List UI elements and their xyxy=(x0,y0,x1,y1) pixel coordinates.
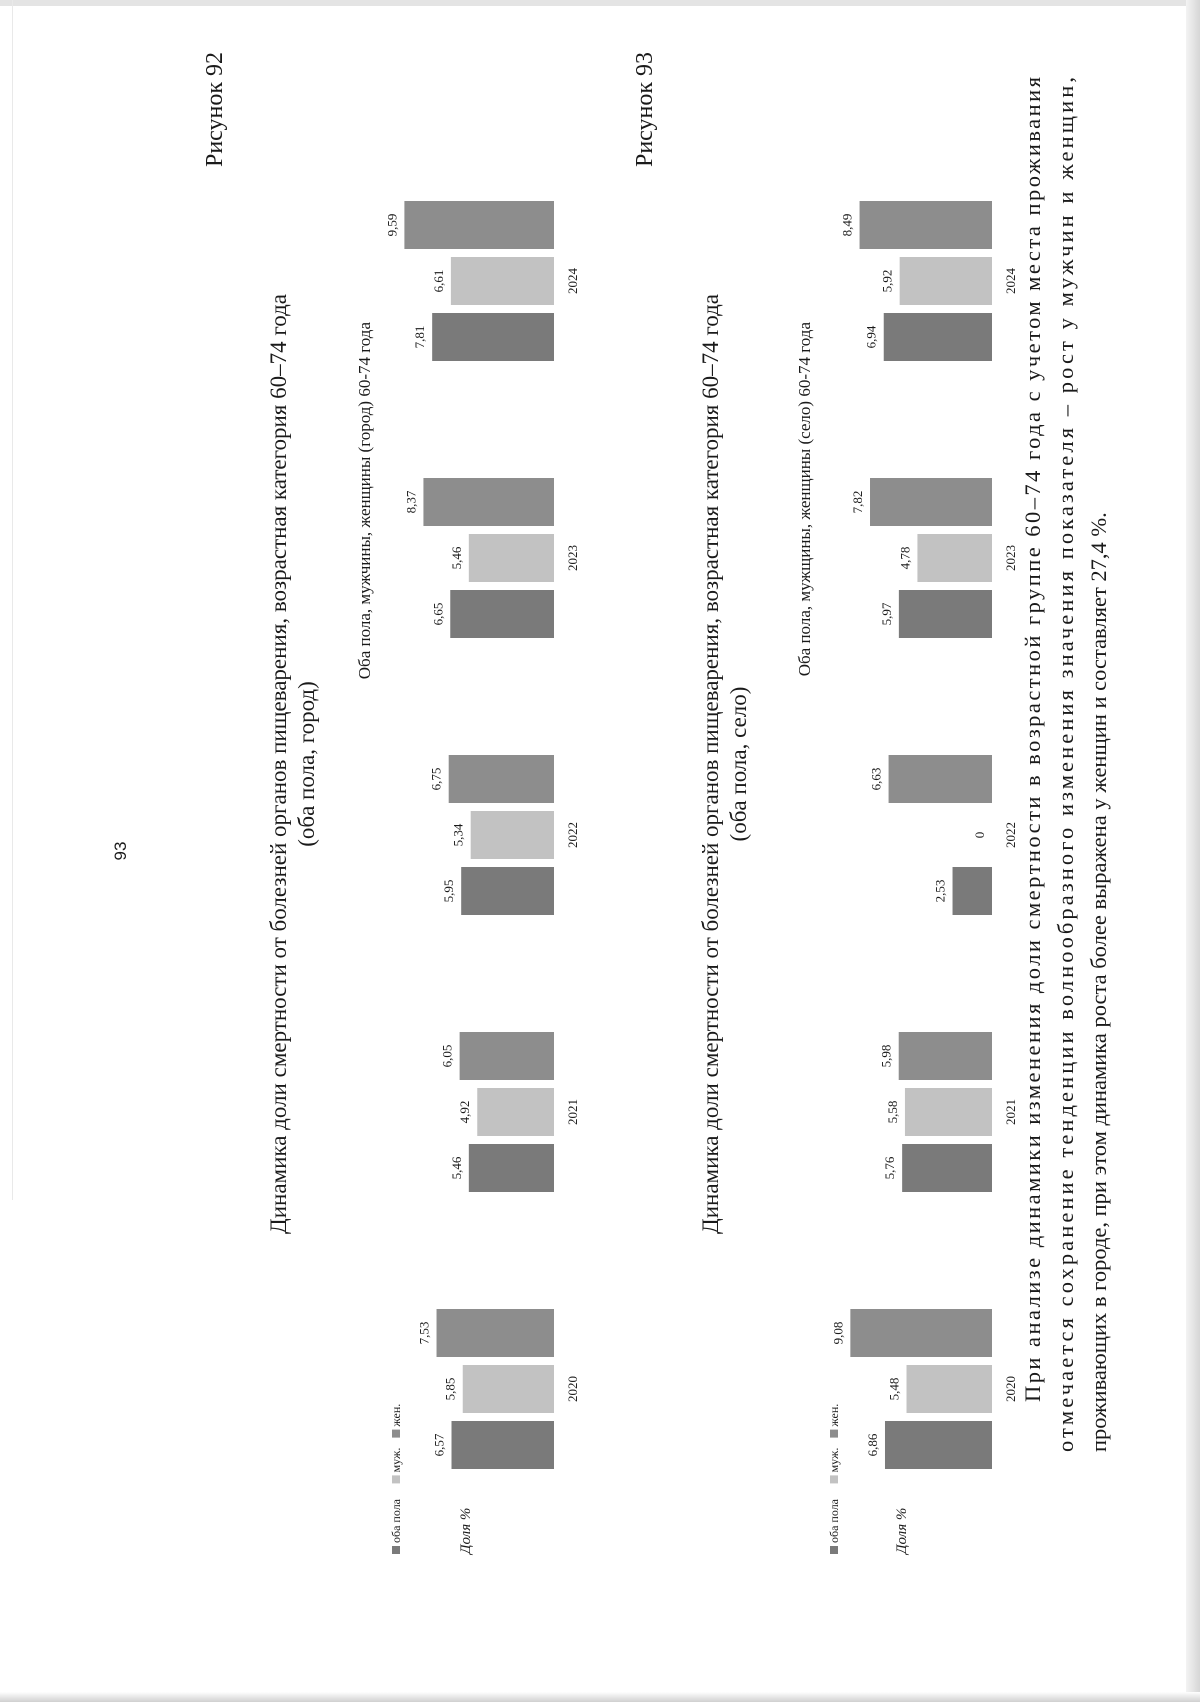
bar xyxy=(885,1421,992,1469)
legend-label: жен. xyxy=(827,1403,841,1427)
bar-value-label: 8,49 xyxy=(839,213,855,237)
bar-value-label: 5,85 xyxy=(442,1377,458,1401)
bar xyxy=(463,1365,554,1413)
figure-93-label: Рисунок 93 xyxy=(632,52,658,168)
x-tick-label: 2023 xyxy=(1003,545,1018,571)
bar xyxy=(423,478,554,526)
bar-value-label: 5,48 xyxy=(886,1377,902,1401)
bar-value-label: 5,76 xyxy=(882,1156,898,1180)
bar xyxy=(432,313,554,361)
bar-value-label: 6,63 xyxy=(868,767,884,791)
bar-value-label: 9,08 xyxy=(830,1321,846,1345)
x-tick-label: 2020 xyxy=(565,1376,580,1402)
legend-swatch xyxy=(830,1475,838,1483)
bar-value-label: 5,46 xyxy=(448,546,464,570)
bar-value-label: 6,05 xyxy=(439,1044,455,1068)
bar-value-label: 8,37 xyxy=(403,490,419,514)
bar xyxy=(452,1421,554,1469)
bar xyxy=(850,1309,992,1357)
bar-value-label: 2,53 xyxy=(932,879,948,903)
bar xyxy=(449,755,554,803)
figure-93-title: Динамика доли смертности от болезней органов пищеварения, возрастная категория 60–74 года xyxy=(698,294,723,1234)
bar-value-label: 4,92 xyxy=(457,1100,473,1124)
bar xyxy=(469,534,554,582)
bar xyxy=(471,811,554,859)
bar-value-label: 5,34 xyxy=(450,823,466,847)
paragraph-line-2: отмечается сохранение тенденции волнообразного изменения значения показателя – рост у мужчин и женщин, xyxy=(1053,77,1078,1452)
bar-value-label: 0 xyxy=(972,831,987,839)
x-tick-label: 2022 xyxy=(565,822,580,848)
legend-label: оба пола xyxy=(827,1498,841,1543)
bar xyxy=(451,257,554,305)
page-number: 93 xyxy=(111,841,130,861)
bar-value-label: 7,82 xyxy=(850,490,866,514)
bar-value-label: 6,65 xyxy=(430,602,446,626)
figure-92-label: Рисунок 92 xyxy=(202,52,228,168)
x-tick-label: 2021 xyxy=(565,1099,580,1125)
bar-value-label: 5,95 xyxy=(441,879,457,903)
bar xyxy=(460,1032,554,1080)
x-tick-label: 2022 xyxy=(1003,822,1018,848)
chart-title: Оба пола, мужчины, женщины (город) 60-74 года xyxy=(355,322,374,680)
legend-label: жен. xyxy=(389,1403,403,1427)
bar-value-label: 6,75 xyxy=(428,767,444,791)
legend-swatch xyxy=(392,1430,400,1438)
chart-village xyxy=(795,201,1018,1556)
legend-swatch xyxy=(830,1546,838,1554)
bar-value-label: 4,78 xyxy=(897,546,913,570)
bar-value-label: 6,86 xyxy=(864,1433,880,1457)
bar xyxy=(860,201,992,249)
legend-label: муж. xyxy=(827,1447,841,1473)
bar xyxy=(477,1088,554,1136)
figure-92-subtitle: (оба пола, город) xyxy=(294,681,319,847)
legend-label: оба пола xyxy=(389,1498,403,1543)
bar-value-label: 5,58 xyxy=(884,1100,900,1124)
bar-value-label: 6,61 xyxy=(430,269,446,293)
bar xyxy=(461,867,554,915)
bar-value-label: 5,98 xyxy=(878,1044,894,1068)
bar xyxy=(469,1144,554,1192)
bar xyxy=(905,1088,992,1136)
bar-value-label: 7,53 xyxy=(416,1321,432,1345)
bar xyxy=(889,755,992,803)
chart-title: Оба пола, мужщины, женщины (село) 60-74 года xyxy=(795,322,814,677)
paragraph-line-3: проживающих в городе, при этом динамика роста более выражена у женщин и составляет 27,4 %. xyxy=(1086,512,1111,1452)
legend-swatch xyxy=(830,1430,838,1438)
bar-value-label: 6,57 xyxy=(431,1433,447,1457)
bar xyxy=(917,534,992,582)
bar-value-label: 5,46 xyxy=(448,1156,464,1180)
legend-swatch xyxy=(392,1475,400,1483)
bar xyxy=(900,257,992,305)
legend-swatch xyxy=(392,1546,400,1554)
bar-value-label: 5,92 xyxy=(879,269,895,293)
bar xyxy=(884,313,992,361)
figure-92-title: Динамика доли смертности от болезней органов пищеварения, возрастная категория 60–74 года xyxy=(266,294,291,1234)
y-axis-label: Доля % xyxy=(458,1507,474,1554)
bar xyxy=(907,1365,992,1413)
bar xyxy=(902,1144,992,1192)
bar xyxy=(437,1309,554,1357)
bar xyxy=(450,590,554,638)
bar xyxy=(870,478,992,526)
y-axis-label: Доля % xyxy=(894,1507,910,1554)
bar-value-label: 7,81 xyxy=(412,325,428,349)
bar xyxy=(899,590,992,638)
x-tick-label: 2024 xyxy=(565,268,580,294)
x-tick-label: 2023 xyxy=(565,545,580,571)
bar xyxy=(899,1032,992,1080)
paragraph-line-1: При анализе динамики изменения доли смертности в возрастной группе 60–74 года с учетом места проживания xyxy=(1020,76,1045,1402)
bar-value-label: 9,59 xyxy=(384,213,400,237)
figure-93-subtitle: (оба пола, село) xyxy=(726,686,751,842)
legend-label: муж. xyxy=(389,1447,403,1473)
bar-value-label: 6,94 xyxy=(863,325,879,349)
bar xyxy=(953,867,992,915)
chart-city xyxy=(355,201,580,1556)
bar-value-label: 5,97 xyxy=(878,602,894,626)
x-tick-label: 2020 xyxy=(1003,1376,1018,1402)
x-tick-label: 2024 xyxy=(1003,268,1018,294)
x-tick-label: 2021 xyxy=(1003,1099,1018,1125)
bar xyxy=(404,201,554,249)
